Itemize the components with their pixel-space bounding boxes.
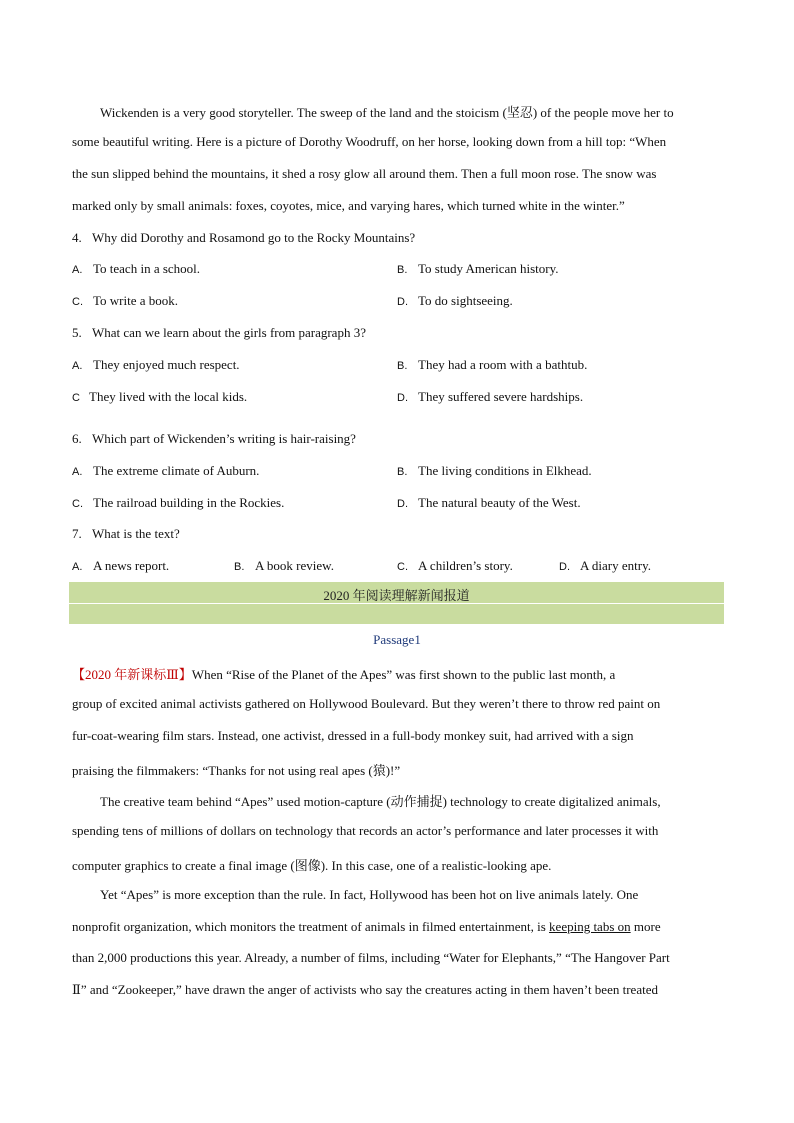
question-number: 5. xyxy=(72,325,82,340)
passage-paragraph-line: fur-coat-wearing film stars. Instead, one activist, dressed in a full-body monkey suit, had arrived with a sign xyxy=(72,728,634,743)
passage-paragraph-line: The creative team behind “Apes” used motion-capture (动作捕捉) technology to create digitalized animals, xyxy=(100,794,661,809)
banner-divider xyxy=(69,603,724,604)
passage-paragraph-line: praising the filmmakers: “Thanks for not using real apes (猿)!” xyxy=(72,763,401,778)
passage-paragraph-line: than 2,000 productions this year. Already, a number of films, including “Water for Elephants,” “The Hangover Part xyxy=(72,950,670,965)
question-number: 7. xyxy=(72,526,82,541)
option-b[interactable]: B. To study American history. xyxy=(397,261,559,276)
passage-paragraph-line: Ⅱ” and “Zookeeper,” have drawn the anger of activists who say the creatures acting in them haven’t been treated xyxy=(72,982,658,997)
option-d[interactable]: D. A diary entry. xyxy=(559,558,651,573)
passage-paragraph-line: 【2020 年新课标Ⅲ】When “Rise of the Planet of the Apes” was first shown to the public last month, a xyxy=(72,667,616,682)
question-6 xyxy=(72,431,356,447)
paragraph-line: Wickenden is a very good storyteller. The sweep of the land and the stoicism (坚忍) of the people move her to xyxy=(100,105,674,120)
question-text: Why did Dorothy and Rosamond go to the Rocky Mountains? xyxy=(92,230,416,245)
paragraph-line: some beautiful writing. Here is a picture of Dorothy Woodruff, on her horse, looking down from a hill top: “When xyxy=(72,134,667,149)
passage-paragraph-line: group of excited animal activists gathered on Hollywood Boulevard. But they weren’t there to throw red paint on xyxy=(72,696,661,711)
option-d[interactable]: D. They suffered severe hardships. xyxy=(397,389,584,404)
option-d[interactable]: D. The natural beauty of the West. xyxy=(397,495,581,510)
question-text: What can we learn about the girls from paragraph 3? xyxy=(92,325,366,340)
option-c[interactable]: C. The railroad building in the Rockies. xyxy=(72,495,285,510)
option-a[interactable]: A. The extreme climate of Auburn. xyxy=(72,463,260,478)
passage-paragraph-line: nonprofit organization, which monitors the treatment of animals in filmed entertainment, is keeping tabs on more xyxy=(72,919,661,934)
option-a[interactable]: A. To teach in a school. xyxy=(72,261,201,276)
option-b[interactable]: B. A book review. xyxy=(234,558,334,573)
source-tag: 【2020 年新课标Ⅲ】 xyxy=(72,667,192,682)
underlined-phrase: keeping tabs on xyxy=(549,919,631,934)
option-c[interactable]: C. To write a book. xyxy=(72,293,179,308)
question-7 xyxy=(72,526,180,542)
question-4 xyxy=(72,230,415,246)
passage-paragraph-line: Yet “Apes” is more exception than the rule. In fact, Hollywood has been hot on live animals lately. One xyxy=(100,887,639,902)
question-number: 6. xyxy=(72,431,82,446)
option-a[interactable]: A. A news report. xyxy=(72,558,170,573)
option-d[interactable]: D. To do sightseeing. xyxy=(397,293,513,308)
option-c[interactable]: C They lived with the local kids. xyxy=(72,389,248,404)
option-b[interactable]: B. The living conditions in Elkhead. xyxy=(397,463,592,478)
question-text: Which part of Wickenden’s writing is hair-raising? xyxy=(92,431,356,446)
question-text: What is the text? xyxy=(92,526,180,541)
passage-paragraph-line: computer graphics to create a final image (图像). In this case, one of a realistic-looking ape. xyxy=(72,858,552,873)
section-title: 2020 年阅读理解新闻报道 xyxy=(323,588,470,603)
paragraph-line: the sun slipped behind the mountains, it shed a rosy glow all around them. Then a full moon rose. The snow was xyxy=(72,166,657,181)
option-b[interactable]: B. They had a room with a bathtub. xyxy=(397,357,588,372)
question-5 xyxy=(72,325,366,341)
passage-paragraph-line: spending tens of millions of dollars on technology that records an actor’s performance and later processes it with xyxy=(72,823,659,838)
section-banner xyxy=(69,582,724,624)
option-c[interactable]: C. A children’s story. xyxy=(397,558,513,573)
option-a[interactable]: A. They enjoyed much respect. xyxy=(72,357,240,372)
question-number: 4. xyxy=(72,230,82,245)
paragraph-line: marked only by small animals: foxes, coyotes, mice, and varying hares, which turned white in the winter.” xyxy=(72,198,625,213)
passage-title: Passage1 xyxy=(373,632,421,647)
